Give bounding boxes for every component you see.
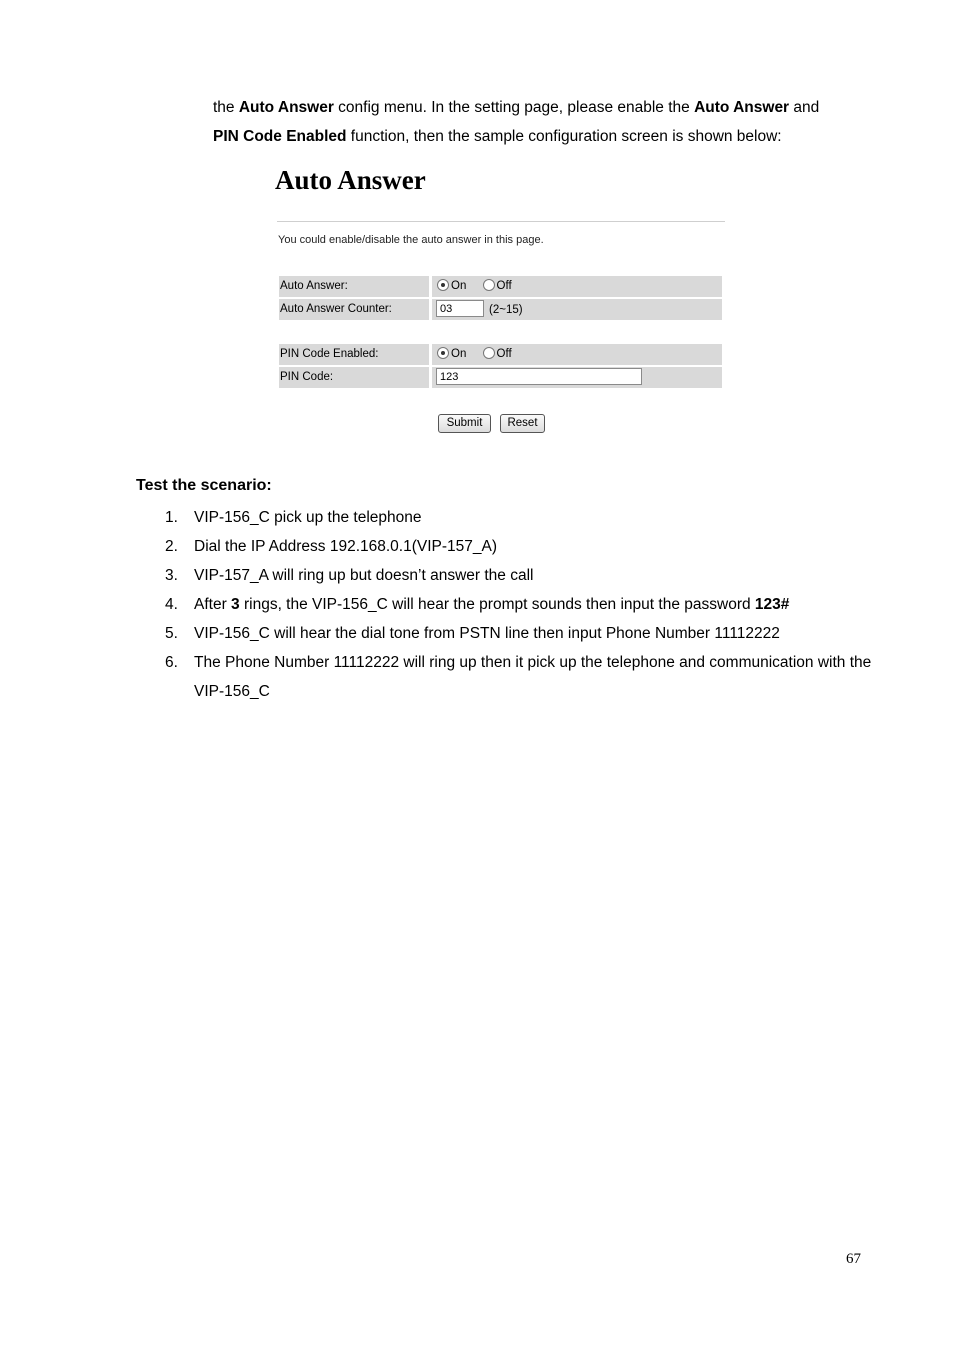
auto-answer-counter-input[interactable] (436, 300, 484, 317)
list-item (136, 648, 876, 706)
auto-answer-on-radio[interactable] (437, 279, 449, 291)
list-item (136, 619, 876, 648)
step-bold: 123# (754, 596, 790, 613)
list-item (136, 561, 876, 590)
step-bold: 3 (231, 596, 240, 613)
pin-code-input[interactable] (436, 368, 642, 385)
auto-answer-counter-cell (432, 299, 722, 320)
auto-answer-counter-label: Auto Answer Counter: (279, 299, 429, 320)
intro-bold-term: Auto Answer (694, 99, 790, 116)
step-text: rings, the VIP-156_C will hear the prompt sounds then input the password (239, 596, 755, 613)
pin-code-cell (432, 367, 722, 388)
intro-text: function, then the sample configuration screen is shown below: (346, 128, 782, 145)
title-divider (277, 221, 725, 222)
step-text: Dial the IP Address 192.168.0.1(VIP-157_A) (194, 538, 498, 555)
step-text: VIP-157_A will ring up but doesn’t answer the call (194, 567, 534, 584)
auto-answer-off-label: Off (496, 280, 512, 292)
pin-code-label: PIN Code: (279, 367, 429, 388)
pin-code-enabled-label: PIN Code Enabled: (279, 344, 429, 365)
page-number: 67 (846, 1251, 861, 1267)
pin-code-enabled-row (279, 344, 722, 365)
step-text: VIP-156_C pick up the telephone (194, 509, 422, 526)
step-number: 1. (165, 509, 178, 526)
step-number: 6. (165, 654, 178, 671)
pin-code-enabled-options (432, 344, 722, 365)
pin-enabled-on-radio[interactable] (437, 347, 449, 359)
auto-answer-off-radio[interactable] (483, 279, 495, 291)
intro-bold-term: Auto Answer (238, 99, 334, 116)
auto-answer-screenshot (275, 160, 727, 429)
step-number: 5. (165, 625, 178, 642)
step-text: The Phone Number 11112222 will ring up then it pick up the telephone and communication with the VIP-156_C (194, 654, 872, 700)
pin-code-row (279, 367, 722, 388)
screen-description: You could enable/disable the auto answer in this page. (278, 234, 544, 246)
intro-bold-term: PIN Code Enabled (213, 128, 347, 145)
auto-answer-label: Auto Answer: (279, 276, 429, 297)
intro-text: and (789, 99, 820, 116)
submit-button[interactable]: Submit (438, 414, 491, 433)
scenario-heading: Test the scenario: (136, 477, 272, 494)
intro-paragraph (213, 93, 873, 151)
auto-answer-row (279, 276, 722, 297)
pin-enabled-off-radio[interactable] (483, 347, 495, 359)
auto-answer-options (432, 276, 722, 297)
list-item (136, 532, 876, 561)
pin-enabled-on-label: On (451, 348, 467, 360)
step-number: 4. (165, 596, 178, 613)
counter-range-hint: (2~15) (489, 304, 523, 316)
pin-enabled-off-label: Off (496, 348, 512, 360)
auto-answer-on-label: On (451, 280, 467, 292)
step-text: VIP-156_C will hear the dial tone from PSTN line then input Phone Number 11112222 (194, 625, 780, 642)
list-item (136, 590, 876, 619)
auto-answer-counter-row (279, 299, 722, 320)
reset-button[interactable]: Reset (500, 414, 545, 433)
step-number: 2. (165, 538, 178, 555)
step-text: After (194, 596, 232, 613)
scenario-steps (136, 503, 876, 706)
intro-line-1 (213, 93, 873, 122)
screen-title: Auto Answer (275, 165, 426, 195)
list-item (136, 503, 876, 532)
intro-line-2 (213, 122, 873, 151)
intro-text: the (213, 99, 239, 116)
intro-text: config menu. In the setting page, please enable the (333, 99, 695, 116)
step-number: 3. (165, 567, 178, 584)
